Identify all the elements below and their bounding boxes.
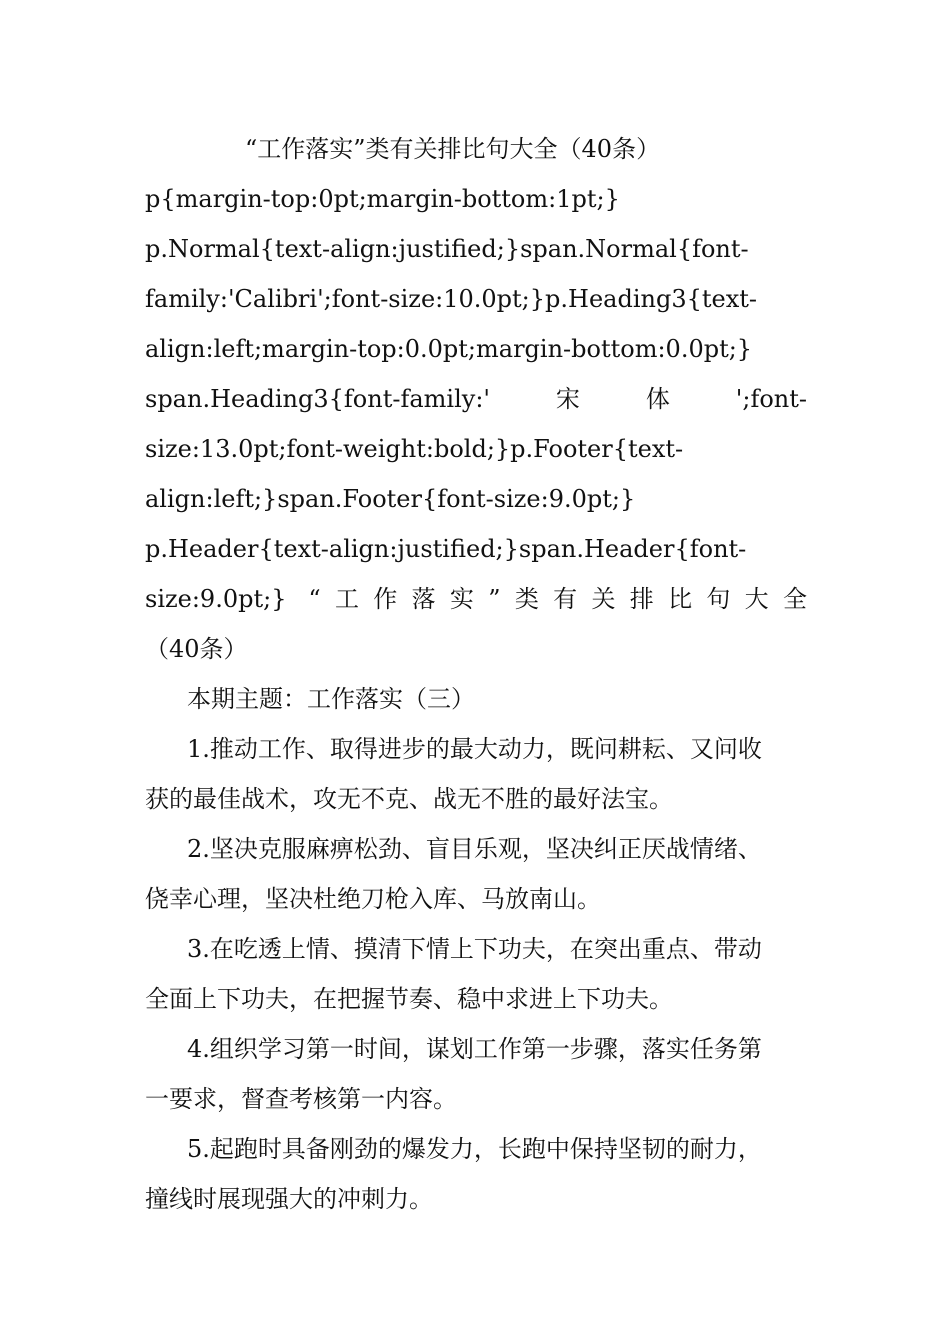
style-code-line: align:left;margin-top:0.0pt;margin-bottom:0.0pt;}	[145, 335, 753, 363]
style-code-line: align:left;}span.Footer{font-size:9.0pt;}	[145, 485, 636, 513]
list-item-line: 撞线时展现强大的冲刺力。	[145, 1185, 433, 1213]
list-item-line: 2.坚决克服麻痹松劲、盲目乐观，坚决纠正厌战情绪、	[187, 835, 762, 863]
list-item-line: 5.起跑时具备刚劲的爆发力，长跑中保持坚韧的耐力，	[187, 1135, 762, 1163]
style-code-line: p.Normal{text-align:justified;}span.Normal{font-	[145, 235, 749, 263]
list-item-line: 全面上下功夫，在把握节奏、稳中求进上下功夫。	[145, 985, 673, 1013]
title-tail: （40条）	[145, 635, 248, 663]
list-item	[145, 824, 807, 924]
list-item-line: 1.推动工作、取得进步的最大动力，既问耕耘、又问收	[187, 735, 762, 763]
list-item	[145, 1024, 807, 1124]
list-item-line: 侥幸心理，坚决杜绝刀枪入库、马放南山。	[145, 885, 601, 913]
list-item	[145, 924, 807, 1024]
mixed-code-title-line	[145, 574, 807, 624]
style-code-line: span.Heading3{font-family:'宋体';font-	[145, 385, 807, 413]
list-item-line: 获的最佳战术，攻无不克、战无不胜的最好法宝。	[145, 785, 673, 813]
list-item-line: 4.组织学习第一时间，谋划工作第一步骤，落实任务第	[187, 1035, 762, 1063]
style-code-line: p{margin-top:0pt;margin-bottom:1pt;}	[145, 185, 620, 213]
document-body	[145, 124, 807, 1224]
style-code-line: family:'Calibri';font-size:10.0pt;}p.Heading3{text-	[145, 285, 757, 313]
list-item-line: 一要求，督查考核第一内容。	[145, 1085, 457, 1113]
theme-line: 本期主题：工作落实（三）	[187, 685, 475, 713]
repeated-title: “工作落实”类有关排比句大全	[308, 585, 807, 613]
list-item	[145, 724, 807, 824]
style-code-fragment: size:9.0pt;}	[145, 585, 287, 613]
style-code-line: size:13.0pt;font-weight:bold;}p.Footer{text-	[145, 435, 684, 463]
list-item	[145, 1124, 807, 1224]
document-title: “工作落实”类有关排比句大全（40条）	[245, 135, 661, 163]
style-code-line: p.Header{text-align:justified;}span.Header{font-	[145, 535, 747, 563]
list-item-line: 3.在吃透上情、摸清下情上下功夫，在突出重点、带动	[187, 935, 762, 963]
